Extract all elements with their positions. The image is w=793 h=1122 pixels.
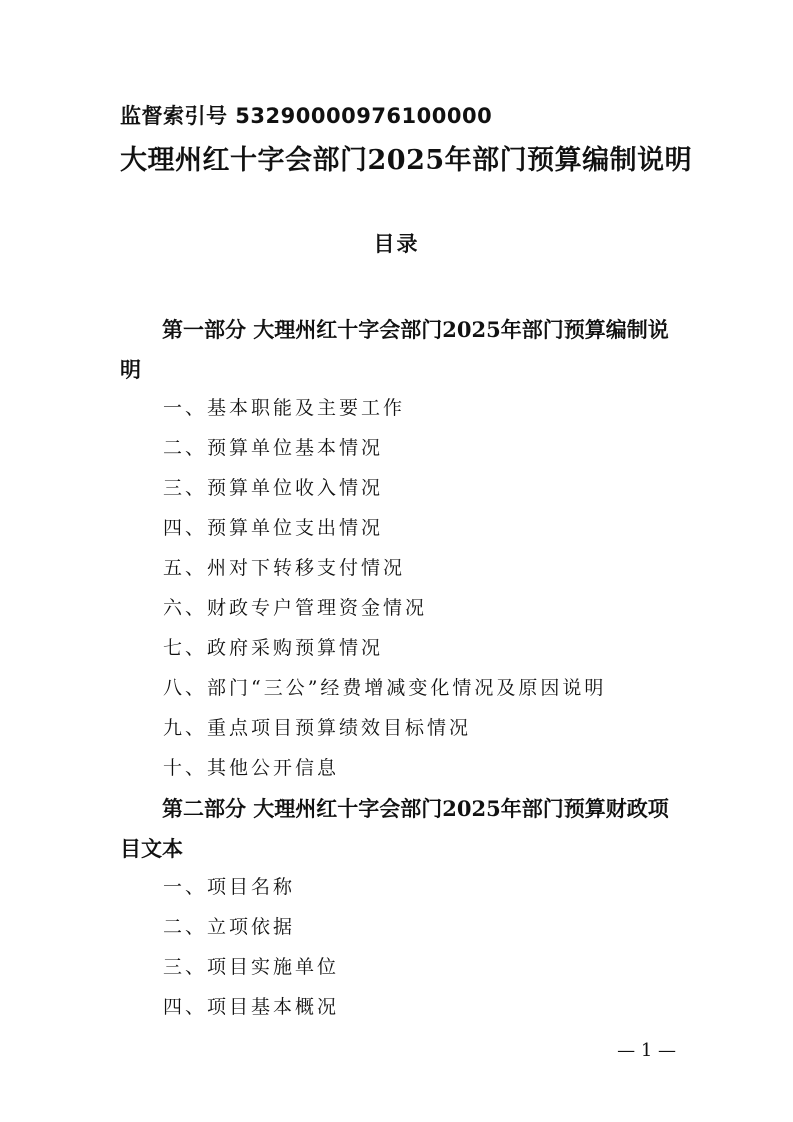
page-number: — 1 — [617,1040,676,1061]
toc-item: 一、基本职能及主要工作 [163,397,406,419]
toc-item: 八、部门“三公”经费增减变化情况及原因说明 [163,677,607,699]
toc-item: 二、预算单位基本情况 [163,437,384,459]
toc-item: 四、预算单位支出情况 [163,517,384,539]
toc-item: 六、财政专户管理资金情况 [163,597,428,619]
toc-item: 二、立项依据 [163,916,296,938]
toc-item: 一、项目名称 [163,876,296,898]
toc-item: 十、其他公开信息 [163,757,340,779]
toc-item: 七、政府采购预算情况 [163,637,384,659]
supervision-index-number: 监督索引号 53290000976100000 [120,104,493,128]
toc-part-2-list [163,867,339,1027]
toc-item: 三、预算单位收入情况 [163,477,384,499]
toc-item: 五、州对下转移支付情况 [163,557,406,579]
toc-part-1-list [163,388,606,788]
toc-part-2-title: 第二部分 大理州红十字会部门2025年部门预算财政项目文本 [120,796,669,861]
table-of-contents-heading: 目录 [373,231,420,256]
toc-item: 九、重点项目预算绩效目标情况 [163,717,472,739]
toc-item: 四、项目基本概况 [163,996,340,1018]
toc-part-1-title: 第一部分 大理州红十字会部门2025年部门预算编制说明 [120,317,669,382]
document-title: 大理州红十字会部门2025年部门预算编制说明 [120,145,693,176]
toc-item: 三、项目实施单位 [163,956,340,978]
